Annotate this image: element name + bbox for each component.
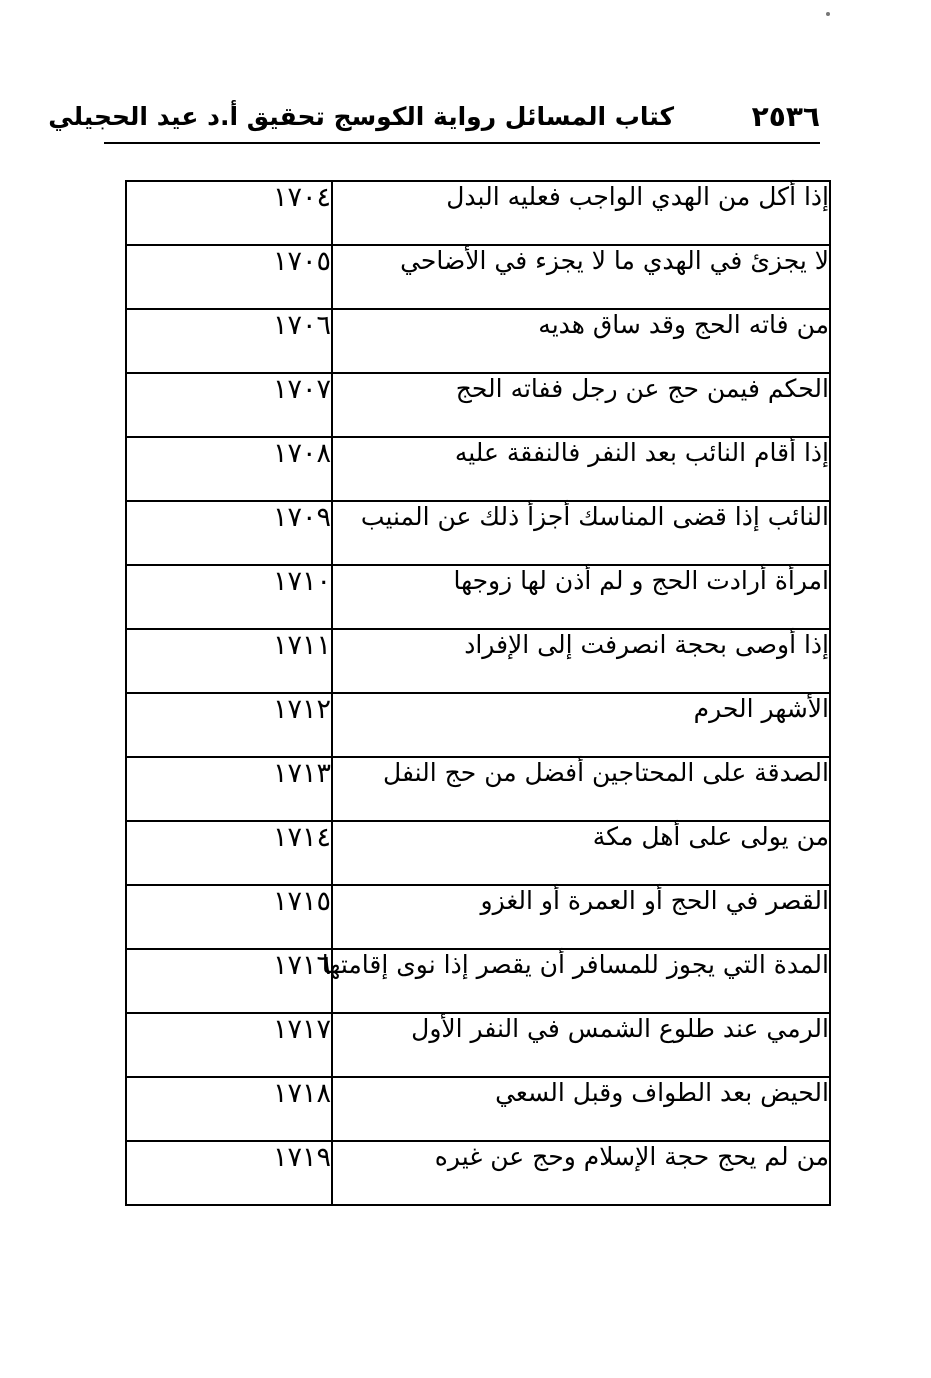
running-title: كتاب المسائل رواية الكوسج تحقيق أ.د عيد الحجيلي [48, 102, 674, 131]
topic-cell: الحيض بعد الطواف وقبل السعي [332, 1077, 830, 1141]
topic-cell: المدة التي يجوز للمسافر أن يقصر إذا نوى إقامتها [332, 949, 830, 1013]
table-row [126, 949, 830, 1013]
issue-number-cell: ١٧٠٩ [126, 501, 332, 565]
topic-cell: الصدقة على المحتاجين أفضل من حج النفل [332, 757, 830, 821]
topic-cell: من يولى على أهل مكة [332, 821, 830, 885]
table-row [126, 245, 830, 309]
topic-cell: من فاته الحج وقد ساق هديه [332, 309, 830, 373]
scan-speck [826, 12, 830, 16]
table-row [126, 821, 830, 885]
issue-number-cell: ١٧١٧ [126, 1013, 332, 1077]
issue-number-cell: ١٧١٥ [126, 885, 332, 949]
table-row [126, 437, 830, 501]
issue-number-cell: ١٧٠٨ [126, 437, 332, 501]
issue-number-cell: ١٧٠٥ [126, 245, 332, 309]
topic-cell: لا يجزئ في الهدي ما لا يجزء في الأضاحي [332, 245, 830, 309]
topic-cell: امرأة أرادت الحج و لم أذن لها زوجها [332, 565, 830, 629]
issue-number-cell: ١٧٠٦ [126, 309, 332, 373]
table-row [126, 309, 830, 373]
issue-number-cell: ١٧١٨ [126, 1077, 332, 1141]
table-row [126, 565, 830, 629]
table-row [126, 1013, 830, 1077]
issue-number-cell: ١٧٠٤ [126, 181, 332, 245]
issue-number-cell: ١٧١٦ [126, 949, 332, 1013]
issue-number-cell: ١٧١١ [126, 629, 332, 693]
issue-number-cell: ١٧١٩ [126, 1141, 332, 1205]
table-row [126, 501, 830, 565]
topic-cell: إذا أوصى بحجة انصرفت إلى الإفراد [332, 629, 830, 693]
issue-number-cell: ١٧٠٧ [126, 373, 332, 437]
topic-cell: الأشهر الحرم [332, 693, 830, 757]
issue-number-cell: ١٧١٤ [126, 821, 332, 885]
page-header [48, 96, 820, 144]
table-row [126, 1141, 830, 1205]
topic-cell: الرمي عند طلوع الشمس في النفر الأول [332, 1013, 830, 1077]
issue-number-cell: ١٧١٣ [126, 757, 332, 821]
topic-cell: الحكم فيمن حج عن رجل ففاته الحج [332, 373, 830, 437]
table-row [126, 373, 830, 437]
table-row [126, 693, 830, 757]
topic-cell: من لم يحج حجة الإسلام وحج عن غيره [332, 1141, 830, 1205]
index-table-body [126, 181, 830, 1205]
topic-cell: إذا أكل من الهدي الواجب فعليه البدل [332, 181, 830, 245]
topic-cell: إذا أقام النائب بعد النفر فالنفقة عليه [332, 437, 830, 501]
table-row [126, 629, 830, 693]
table-row [126, 1077, 830, 1141]
topic-cell: النائب إذا قضى المناسك أجزأ ذلك عن المنيب [332, 501, 830, 565]
issue-number-cell: ١٧١٠ [126, 565, 332, 629]
index-table [125, 180, 831, 1206]
table-row [126, 757, 830, 821]
topic-cell: القصر في الحج أو العمرة أو الغزو [332, 885, 830, 949]
table-row [126, 181, 830, 245]
issue-number-cell: ١٧١٢ [126, 693, 332, 757]
table-row [126, 885, 830, 949]
page-number: ٢٥٣٦ [751, 100, 820, 133]
